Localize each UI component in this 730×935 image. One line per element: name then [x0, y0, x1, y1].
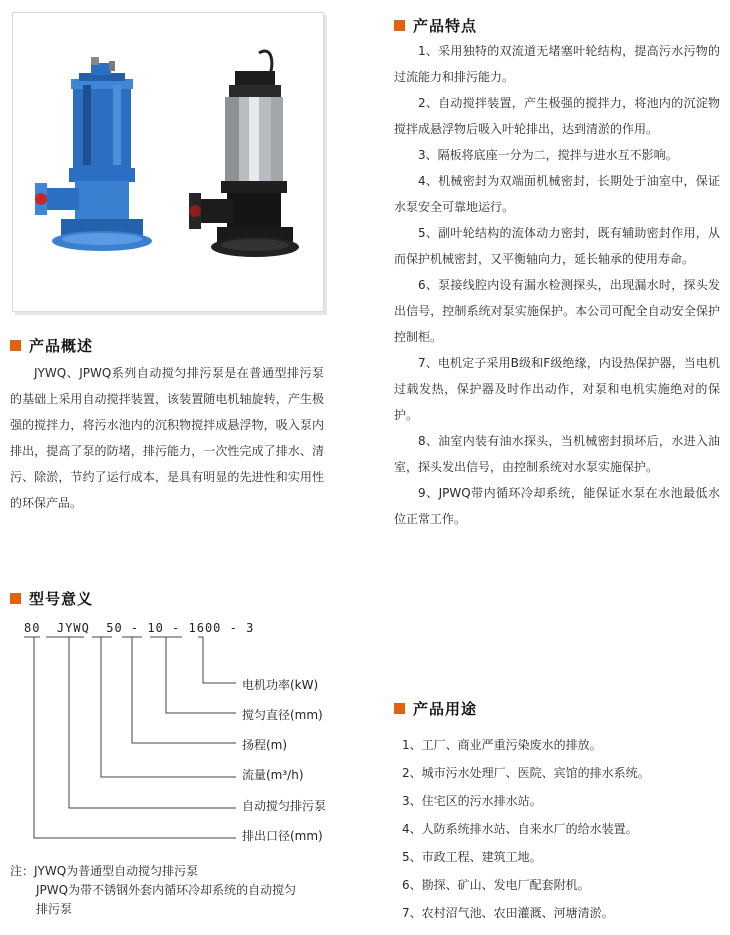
features-title: 产品特点: [413, 16, 478, 35]
application-item: 7、农村沼气池、农田灌溉、河塘清淤。: [402, 906, 614, 920]
label-head: 扬程(m): [242, 738, 288, 752]
feature-item: 1、采用独特的双流道无堵塞叶轮结构，提高污水污物的过流能力和排污能力。: [394, 44, 720, 84]
label-outlet-diameter: 排出口径(mm): [242, 829, 323, 843]
feature-item: 4、机械密封为双端面机械密封，长期处于油室中，保证水泵安全可靠地运行。: [394, 174, 720, 214]
label-flow: 流量(m³/h): [242, 768, 304, 782]
application-item: 2、城市污水处理厂、医院、宾馆的排水系统。: [402, 766, 650, 780]
feature-item: 8、油室内装有油水探头，当机械密封损坏后，水进入油室，探头发出信号，由控制系统对水泵实施保护。: [394, 434, 720, 474]
applications-header: [394, 697, 477, 719]
feature-item: 7、电机定子采用B级和F级绝缘，内设热保护器，当电机过载发热，保护器及时作出动作，对泵和电机实施绝对的保护。: [394, 356, 720, 422]
feature-item: 2、自动搅拌装置，产生极强的搅拌力，将池内的沉淀物搅拌成悬浮物后吸入叶轮排出，达到清淤的作用。: [394, 96, 720, 136]
model-note: [10, 862, 340, 919]
model-title: 型号意义: [29, 589, 94, 608]
applications-list: [390, 731, 720, 927]
application-item: 1、工厂、商业严重污染废水的排放。: [402, 738, 602, 752]
application-item: 3、住宅区的污水排水站。: [402, 794, 542, 808]
label-motor-power: 电机功率(kW): [242, 678, 319, 692]
overview-title: 产品概述: [29, 336, 94, 355]
note-line: 排污泵: [36, 902, 73, 916]
application-item: 5、市政工程、建筑工地。: [402, 850, 542, 864]
feature-item: 3、隔板将底座一分为二，搅拌与进水互不影响。: [418, 148, 678, 162]
note-line: 注：JYWQ为普通型自动搅匀排污泵: [10, 864, 199, 878]
label-mixer-diameter: 搅匀直径(mm): [242, 708, 323, 722]
feature-item: 5、副叶轮结构的流体动力密封，既有辅助密封作用，从而保护机械密封，又平衡轴向力，延长轴承的使用寿命。: [394, 226, 720, 266]
application-item: 6、勘探、矿山、发电厂配套附机。: [402, 878, 590, 892]
feature-item: 9、JPWQ带内循环冷却系统，能保证水泵在水池最低水位正常工作。: [394, 486, 720, 526]
application-item: 4、人防系统排水站、自来水厂的给水装置。: [402, 822, 638, 836]
label-pump-type: 自动搅匀排污泵: [242, 799, 327, 813]
applications-title: 产品用途: [413, 699, 478, 718]
feature-item: 6、泵接线腔内设有漏水检测探头，出现漏水时，探头发出信号，控制系统对泵实施保护。本公司可配全自动安全保护控制柜。: [394, 278, 720, 344]
model-code: 80 JYWQ 50 - 10 - 1600 - 3: [24, 621, 255, 635]
overview-text: JYWQ、JPWQ系列自动搅匀排污泵是在普通型排污泵的基础上采用自动搅拌装置，该装置随电机轴旋转，产生极强的搅拌力，将污水池内的沉积物搅拌成悬浮物，吸入泵内排出，提高了泵的防堵，排污能力，一次性完成了排水、清污、除淤，节约了运行成本，是具有明显的先进性和实用性的环保产品。: [10, 366, 324, 510]
bullet-square-icon: [394, 703, 405, 714]
note-line: JPWQ为带不锈钢外套内循环冷却系统的自动搅匀: [36, 883, 297, 897]
